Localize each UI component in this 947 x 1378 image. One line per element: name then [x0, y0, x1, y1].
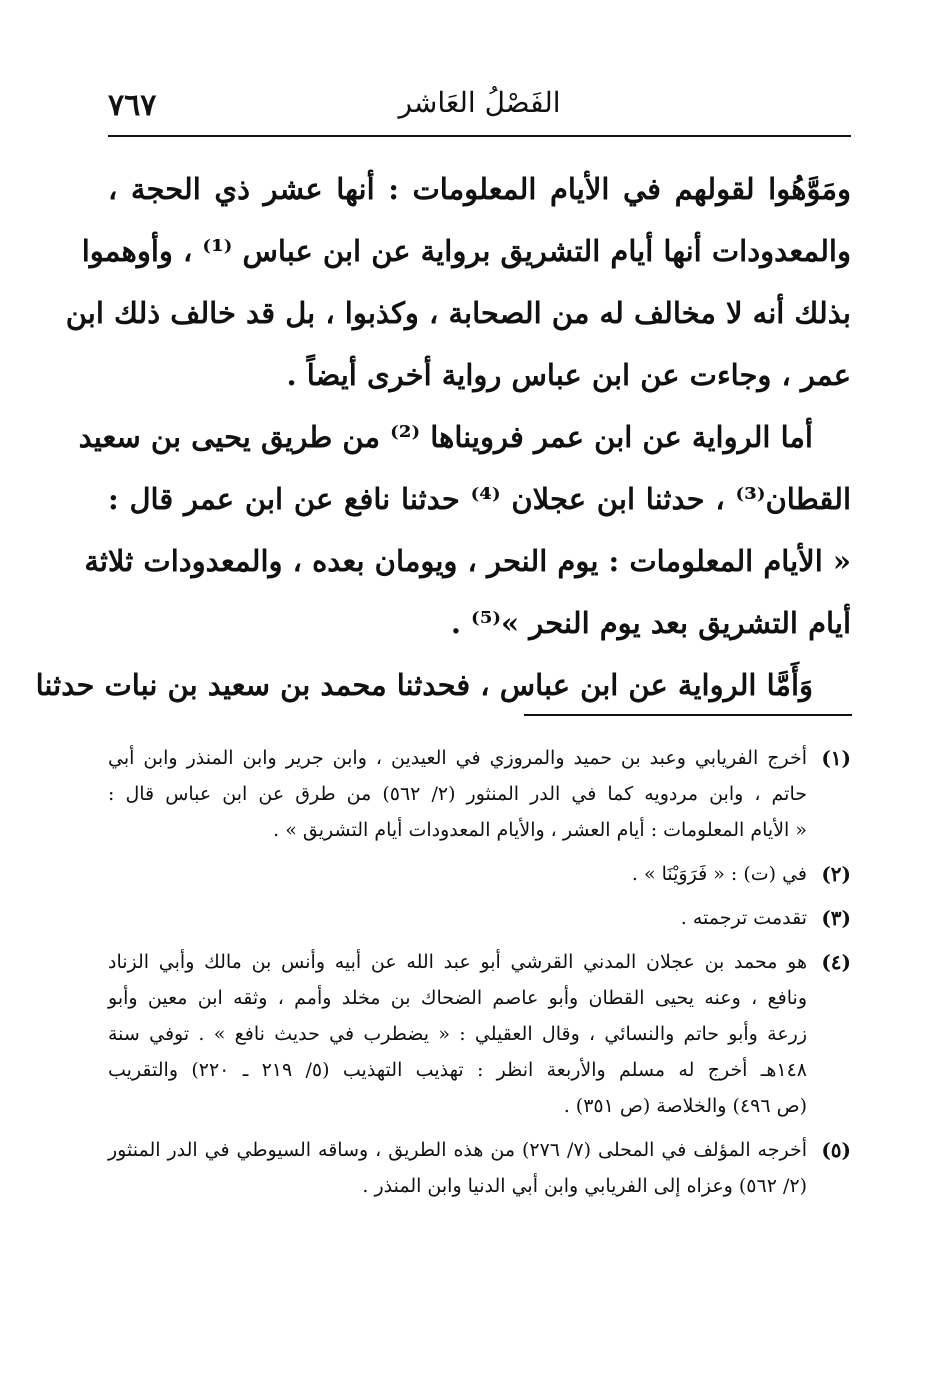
footnote-number: (٣) — [821, 906, 851, 930]
header-rule — [108, 135, 851, 137]
footnote-line: حاتم ، وابن مردويه كما في الدر المنثور (٢/ ٥٦٢) من طرق عن ابن عباس قال : — [108, 783, 807, 805]
text-line: أما الرواية عن ابن عمر فرويناها ⁽²⁾ من طريق يحيى بن سعيد — [78, 420, 813, 454]
footnote-line: تقدمت ترجمته . — [680, 907, 807, 929]
footnote-line: « الأيام المعلومات : أيام العشر ، والأيام المعدودات أيام التشريق » . — [273, 819, 807, 841]
footnote-line: زرعة وأبو حاتم والنسائي ، وقال العقيلي : « يضطرب في حديث نافع » . توفي سنة — [108, 1023, 807, 1045]
text-line: القطان⁽³⁾ ، حدثنا ابن عجلان ⁽⁴⁾ حدثنا نافع عن ابن عمر قال : — [108, 482, 851, 516]
main-text — [35, 158, 851, 716]
text-line: أيام التشريق بعد يوم النحر »⁽⁵⁾ . — [450, 606, 851, 640]
footnote-line: (٢/ ٥٦٢) وعزاه إلى الفريابي وابن أبي الدنيا وابن المنذر . — [362, 1175, 807, 1197]
page-header — [108, 82, 851, 130]
footnote-separator — [524, 714, 852, 716]
text-line: ومَوَّهُوا لقولهم في الأيام المعلومات : أنها عشر ذي الحجة ، — [108, 172, 851, 206]
text-line: والمعدودات أنها أيام التشريق برواية عن ابن عباس ⁽¹⁾ ، وأوهموا — [81, 234, 851, 268]
footnote-line: ١٤٨هـ أخرج له مسلم والأربعة انظر : تهذيب التهذيب (٥/ ٢١٩ ـ ٢٢٠) والتقريب — [108, 1059, 807, 1081]
footnote — [108, 856, 851, 892]
footnote — [108, 944, 851, 1124]
footnote-line: في (ت) : « فَرَوَيْنَا » . — [631, 863, 807, 885]
footnote — [108, 1132, 851, 1204]
footnote-number: (٢) — [821, 862, 851, 886]
footnote-number: (١) — [821, 746, 851, 770]
footnote — [108, 740, 851, 848]
footnote-line: أخرجه المؤلف في المحلى (٧/ ٢٧٦) من هذه الطريق ، وساقه السيوطي في الدر المنثور — [108, 1139, 807, 1161]
page-number: ٧٦٧ — [108, 88, 157, 123]
text-line: بذلك أنه لا مخالف له من الصحابة ، وكذبوا ، بل قد خالف ذلك ابن — [65, 296, 851, 330]
footnote-number: (٤) — [821, 950, 851, 974]
text-line: « الأيام المعلومات : يوم النحر ، ويومان بعده ، والمعدودات ثلاثة — [84, 544, 851, 578]
footnotes — [108, 740, 851, 1212]
footnote-line: ونافع ، وعنه يحيى القطان وأبو عاصم الضحاك بن مخلد وأمم ، وثقه ابن معين وأبو — [108, 987, 807, 1009]
text-line: وَأَمَّا الرواية عن ابن عباس ، فحدثنا محمد بن سعيد بن نبات حدثنا — [35, 668, 813, 702]
footnote-line: أخرج الفريابي وعبد بن حميد والمروزي في العيدين ، وابن جرير وابن المنذر وابن أبي — [108, 747, 807, 769]
footnote — [108, 900, 851, 936]
footnote-line: (ص ٤٩٦) والخلاصة (ص ٣٥١) . — [563, 1095, 807, 1117]
text-line: عمر ، وجاءت عن ابن عباس رواية أخرى أيضاً . — [286, 358, 851, 392]
footnote-number: (٥) — [821, 1138, 851, 1162]
footnote-line: هو محمد بن عجلان المدني القرشي أبو عبد الله عن أبيه وأنس بن مالك وأبي الزناد — [108, 951, 807, 973]
chapter-title: الفَصْلُ العَاشر — [398, 86, 561, 119]
